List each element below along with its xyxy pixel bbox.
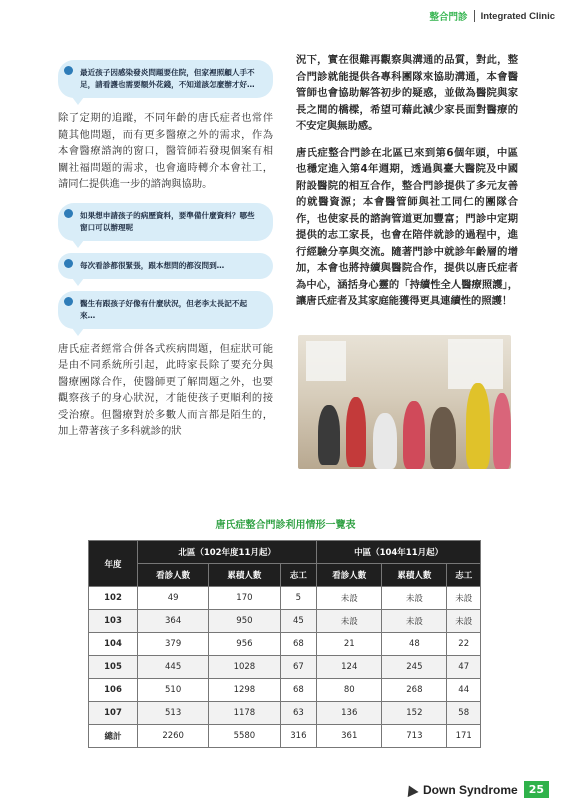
section-title-en: Integrated Clinic — [480, 10, 555, 22]
cell: 80 — [317, 679, 382, 702]
cell: 102 — [89, 587, 138, 610]
cell: 956 — [209, 633, 280, 656]
photo-person — [373, 413, 397, 469]
table-row — [89, 633, 481, 656]
quote-bubble-3 — [58, 253, 273, 279]
cell: 未設 — [317, 610, 382, 633]
cell: 361 — [317, 725, 382, 748]
subheader: 累積人數 — [209, 564, 280, 587]
bubble-tail — [72, 240, 84, 248]
cell: 136 — [317, 702, 382, 725]
cell: 364 — [138, 610, 209, 633]
header-central: 中區（104年11月起） — [317, 541, 481, 564]
bubble-tail — [72, 328, 84, 336]
cell: 63 — [280, 702, 317, 725]
photo-person — [430, 407, 456, 469]
cell: 124 — [317, 656, 382, 679]
cell: 379 — [138, 633, 209, 656]
photo-person — [466, 383, 490, 469]
cell: 1298 — [209, 679, 280, 702]
cell: 316 — [280, 725, 317, 748]
quote-text-3: 每次看診都很緊張，跟本想問的都沒問到… — [80, 260, 225, 270]
cell: 1178 — [209, 702, 280, 725]
cell: 106 — [89, 679, 138, 702]
right-column — [296, 52, 518, 320]
subheader: 累積人數 — [382, 564, 447, 587]
page-number: 25 — [524, 781, 549, 798]
cell: 68 — [280, 633, 317, 656]
cell: 44 — [447, 679, 481, 702]
body-paragraph-1: 除了定期的追蹤，不同年齡的唐氏症者也常伴隨其他問題，而有更多醫療之外的需求，作為本會醫療諮詢的窗口，醫管師若發現個案有相關社福問題的需求，也會適時轉介本會社工，請同仁提供進一步的諮詢與協助。 — [58, 112, 273, 190]
photo-window — [306, 341, 346, 381]
clinic-usage-table — [88, 540, 481, 748]
subheader: 看診人數 — [317, 564, 382, 587]
cell: 2260 — [138, 725, 209, 748]
cell: 67 — [280, 656, 317, 679]
subheader: 志工 — [447, 564, 481, 587]
photo-window — [448, 339, 503, 389]
table-row — [89, 656, 481, 679]
cell: 68 — [280, 679, 317, 702]
speech-dot-icon — [64, 259, 73, 268]
photo-person — [403, 401, 425, 469]
cell: 未設 — [447, 587, 481, 610]
cell: 152 — [382, 702, 447, 725]
cell: 268 — [382, 679, 447, 702]
cell: 48 — [382, 633, 447, 656]
cell: 5 — [280, 587, 317, 610]
subheader: 看診人數 — [138, 564, 209, 587]
left-column — [58, 60, 273, 450]
table-row-total — [89, 725, 481, 748]
cell: 1028 — [209, 656, 280, 679]
cell: 445 — [138, 656, 209, 679]
header-divider — [474, 10, 475, 22]
photo-person — [346, 397, 366, 467]
body-paragraph-3: 況下，實在很難再觀察與溝通的品質，對此，整合門診就能提供各專科團隊來協助溝通，本會醫管師也會協助解答初步的疑惑，並做為醫院與家長之間的橋樑，希望可藉此減少家長面對醫療的不安定與無助感。 — [296, 54, 518, 132]
cell: 45 — [280, 610, 317, 633]
cell: 未設 — [382, 587, 447, 610]
body-paragraph-4: 唐氏症整合門診在北區已來到第6個年頭，中區也穩定進入第4年週期，透過與臺大醫院及中國附設醫院的相互合作，整合門診提供了多元友善的就醫資源；本會醫管師與社工同仁的團隊合作，也使家長的諮詢管道更加豐富；門診中定期提供的志工家長，也會在陪伴就診的過程中，進行經驗分享與交流。隨著門診中就診年齡層的增加，本會也將持續與醫院合作，提供以唐氏症者為中心，涵括身心靈的「持續性全人醫療照護」，讓唐氏症者及其家庭能獲得更具連續性的照護！ — [296, 146, 518, 307]
photo-person — [493, 393, 511, 469]
cell: 950 — [209, 610, 280, 633]
cell: 105 — [89, 656, 138, 679]
table-title: 唐氏症整合門診利用情形一覽表 — [215, 520, 356, 531]
header-year: 年度 — [89, 541, 138, 587]
table-row — [89, 702, 481, 725]
body-paragraph-2: 唐氏症者經常合併各式疾病問題，但症狀可能是由不同系統所引起，此時家長除了要充分與醫療團隊合作，使醫師更了解問題之外，也要觀察孩子的身心狀況，才能使孩子更順利的接受治療。但醫療對於多數人而言都是陌生的，加上帶著孩子多科就診的狀 — [58, 342, 273, 437]
cell: 22 — [447, 633, 481, 656]
page-footer — [405, 781, 549, 798]
speech-dot-icon — [64, 297, 73, 306]
cell: 513 — [138, 702, 209, 725]
cell: 104 — [89, 633, 138, 656]
page-header — [430, 8, 555, 24]
table-row — [89, 679, 481, 702]
cell: 47 — [447, 656, 481, 679]
cell: 未設 — [317, 587, 382, 610]
cell: 總計 — [89, 725, 138, 748]
magazine-title: Down Syndrome — [423, 782, 518, 797]
quote-text-2: 如果想申請孩子的病歷資料，要準備什麼資料？哪些窗口可以辦理呢 — [80, 210, 255, 232]
bubble-tail — [72, 278, 84, 286]
cell: 未設 — [382, 610, 447, 633]
section-title-zh: 整合門診 — [429, 12, 468, 23]
quote-text-4: 醫生有跟孩子好像有什麼狀況，但老李太長記不起來… — [80, 298, 248, 320]
cell: 58 — [447, 702, 481, 725]
quote-text-1: 最近孩子因感染發炎問題要住院，但家裡照顧人手不足，請看護也需要額外花錢，不知道該怎麼辦才好… — [80, 68, 255, 89]
table-row — [89, 610, 481, 633]
cell: 未設 — [447, 610, 481, 633]
cell: 21 — [317, 633, 382, 656]
triangle-mark-icon — [403, 782, 418, 796]
speech-dot-icon — [64, 66, 73, 75]
quote-bubble-4 — [58, 291, 273, 329]
cell: 103 — [89, 610, 138, 633]
cell: 107 — [89, 702, 138, 725]
bubble-tail — [72, 97, 84, 105]
quote-bubble-1 — [58, 60, 273, 98]
photo-person — [318, 405, 340, 465]
speech-dot-icon — [64, 209, 73, 218]
clinic-waiting-room-photo — [298, 335, 511, 469]
cell: 171 — [447, 725, 481, 748]
cell: 170 — [209, 587, 280, 610]
cell: 49 — [138, 587, 209, 610]
subheader: 志工 — [280, 564, 317, 587]
cell: 510 — [138, 679, 209, 702]
quote-bubble-2 — [58, 203, 273, 241]
cell: 245 — [382, 656, 447, 679]
cell: 5580 — [209, 725, 280, 748]
cell: 713 — [382, 725, 447, 748]
header-north: 北區（102年度11月起） — [138, 541, 317, 564]
table-row — [89, 587, 481, 610]
